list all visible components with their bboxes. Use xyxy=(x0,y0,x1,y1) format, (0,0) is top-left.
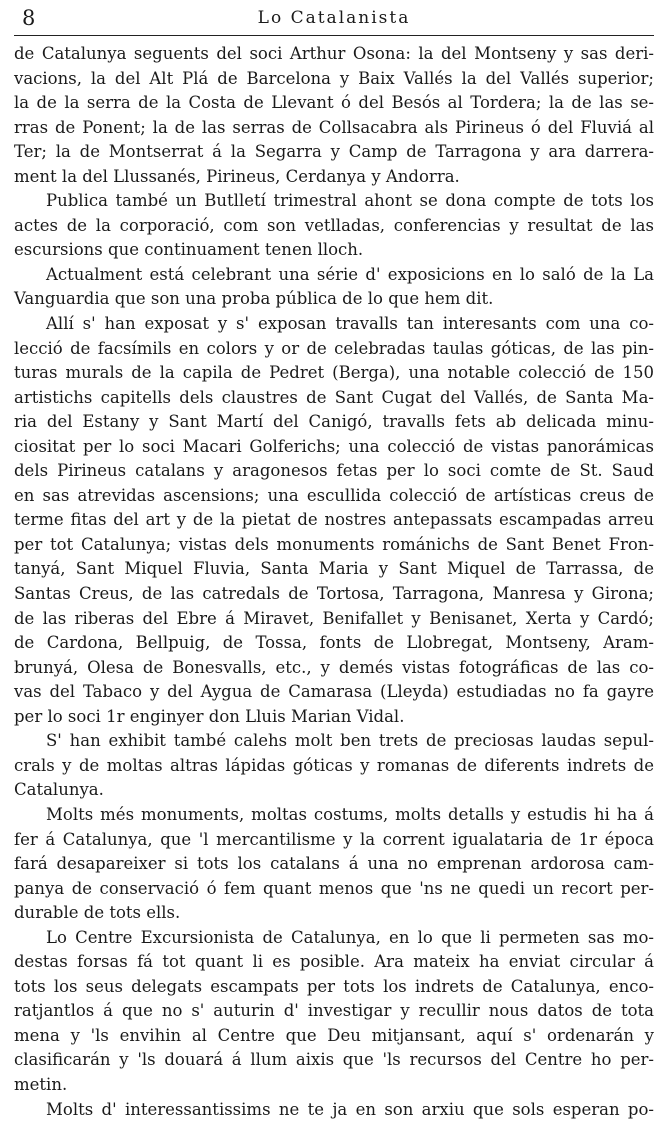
text-line: tots los seus delegats escampats per tots los indrets de Catalunya, enco- xyxy=(14,976,654,996)
text-line: Molts més monuments, moltas costums, molts detalls y estudis hi ha á xyxy=(46,804,654,824)
text-line: rras de Ponent; la de las serras de Collsacabra als Pirineus ó del Fluviá al xyxy=(14,117,654,137)
running-title: Lo Catalanista xyxy=(257,8,411,28)
text-line: vacions, la del Alt Plá de Barcelona y Baix Vallés la del Vallés superior; xyxy=(14,68,654,88)
text-line: mena y 'ls envihin al Centre que Deu mitjansant, aquí s' ordenarán y xyxy=(14,1025,654,1045)
text-line: escursions que continuament tenen lloch. xyxy=(14,240,364,260)
text-line: brunyá, Olesa de Bonesvalls, etc., y demés vistas fotográficas de las co- xyxy=(14,657,654,677)
text-line: ment la del Llussanés, Pirineus, Cerdanya y Andorra. xyxy=(14,166,460,186)
text-line: crals y de moltas altras lápidas góticas y romanas de diferents indrets de xyxy=(14,755,654,775)
page-header xyxy=(14,6,654,34)
text-line: tanyá, Sant Miquel Fluvia, Santa Maria y Sant Miquel de Tarrassa, de xyxy=(14,559,654,579)
text-line: lecció de facsímils en colors y or de celebradas taulas góticas, de las pin- xyxy=(14,338,654,358)
text-line: Catalunya. xyxy=(14,780,104,800)
text-line: panya de conservació ó fem quant menos que 'ns ne quedi un recort per- xyxy=(14,878,654,898)
text-line: Santas Creus, de las catredals de Tortosa, Tarragona, Manresa y Girona; xyxy=(14,584,654,604)
text-line: clasificarán y 'ls douará á llum aixis que 'ls recursos del Centre ho per- xyxy=(14,1050,654,1070)
text-line: ria del Estany y Sant Martí del Canigó, travalls fets ab delicada minu- xyxy=(14,412,654,432)
text-line: ciositat per lo soci Macari Golferichs; una colecció de vistas panorámicas xyxy=(14,436,654,456)
text-line: per lo soci 1r enginyer don Lluis Marian Vidal. xyxy=(14,706,405,726)
text-line: S' han exhibit també calehs molt ben trets de preciosas laudas sepul- xyxy=(46,731,654,751)
text-line: de Catalunya seguents del soci Arthur Osona: la del Montseny y sas deri- xyxy=(14,44,654,63)
header-rule xyxy=(14,35,654,36)
text-line: Publica també un Butlletí trimestral ahont se dona compte de tots los xyxy=(46,191,654,211)
text-line: destas forsas fá tot quant li es posible. Ara mateix ha enviat circular á xyxy=(14,952,654,972)
text-line: durable de tots ells. xyxy=(14,903,181,923)
text-line: Molts d' interessantissims ne te ja en son arxiu que sols esperan po- xyxy=(46,1099,654,1119)
text-line: Actualment está celebrant una série d' exposicions en lo saló de la La xyxy=(46,264,654,284)
text-line: la de la serra de la Costa de Llevant ó del Besós al Tordera; la de las se- xyxy=(14,93,654,113)
text-line: terme fitas del art y de la pietat de nostres antepassats escampadas arreu xyxy=(14,510,654,530)
text-line: de Cardona, Bellpuig, de Tossa, fonts de Llobregat, Montseny, Aram- xyxy=(14,633,654,653)
text-line: Allí s' han exposat y s' exposan travalls tan interesants com una co- xyxy=(46,314,654,334)
page-number: 8 xyxy=(22,6,36,30)
text-line: per tot Catalunya; vistas dels monuments románichs de Sant Benet Fron- xyxy=(14,534,654,554)
text-line: actes de la corporació, com son vetlladas, conferencias y resultat de las xyxy=(14,215,654,235)
text-line: metin. xyxy=(14,1074,68,1094)
text-line: artistichs capitells dels claustres de Sant Cugat del Vallés, de Santa Ma- xyxy=(14,387,654,407)
body-text xyxy=(14,42,654,1122)
text-line: de las riberas del Ebre á Miravet, Benifallet y Benisanet, Xerta y Cardó; xyxy=(14,608,654,628)
text-line: turas murals de la capila de Pedret (Berga), una notable colecció de 150 xyxy=(14,363,654,383)
text-line: Ter; la de Montserrat á la Segarra y Camp de Tarragona y ara darrera- xyxy=(14,142,654,162)
text-line: en sas atrevidas ascensions; una escullida colecció de artísticas creus de xyxy=(14,485,654,505)
document-page xyxy=(14,0,654,1119)
text-line: vas del Tabaco y del Aygua de Camarasa (Lleyda) estudiadas no fa gayre xyxy=(14,682,654,702)
text-line: ratjantlos á que no s' auturin d' investigar y recullir nous datos de tota xyxy=(14,1001,654,1021)
text-line: dels Pirineus catalans y aragonesos fetas per lo soci comte de St. Saud xyxy=(14,461,654,481)
text-line: fer á Catalunya, que 'l mercantilisme y la corrent igualataria de 1r época xyxy=(14,829,654,849)
text-line: fará desapareixer si tots los catalans á una no emprenan ardorosa cam- xyxy=(14,854,654,874)
text-line: Lo Centre Excursionista de Catalunya, en lo que li permeten sas mo- xyxy=(46,927,654,947)
text-line: Vanguardia que son una proba pública de lo que hem dit. xyxy=(14,289,494,309)
